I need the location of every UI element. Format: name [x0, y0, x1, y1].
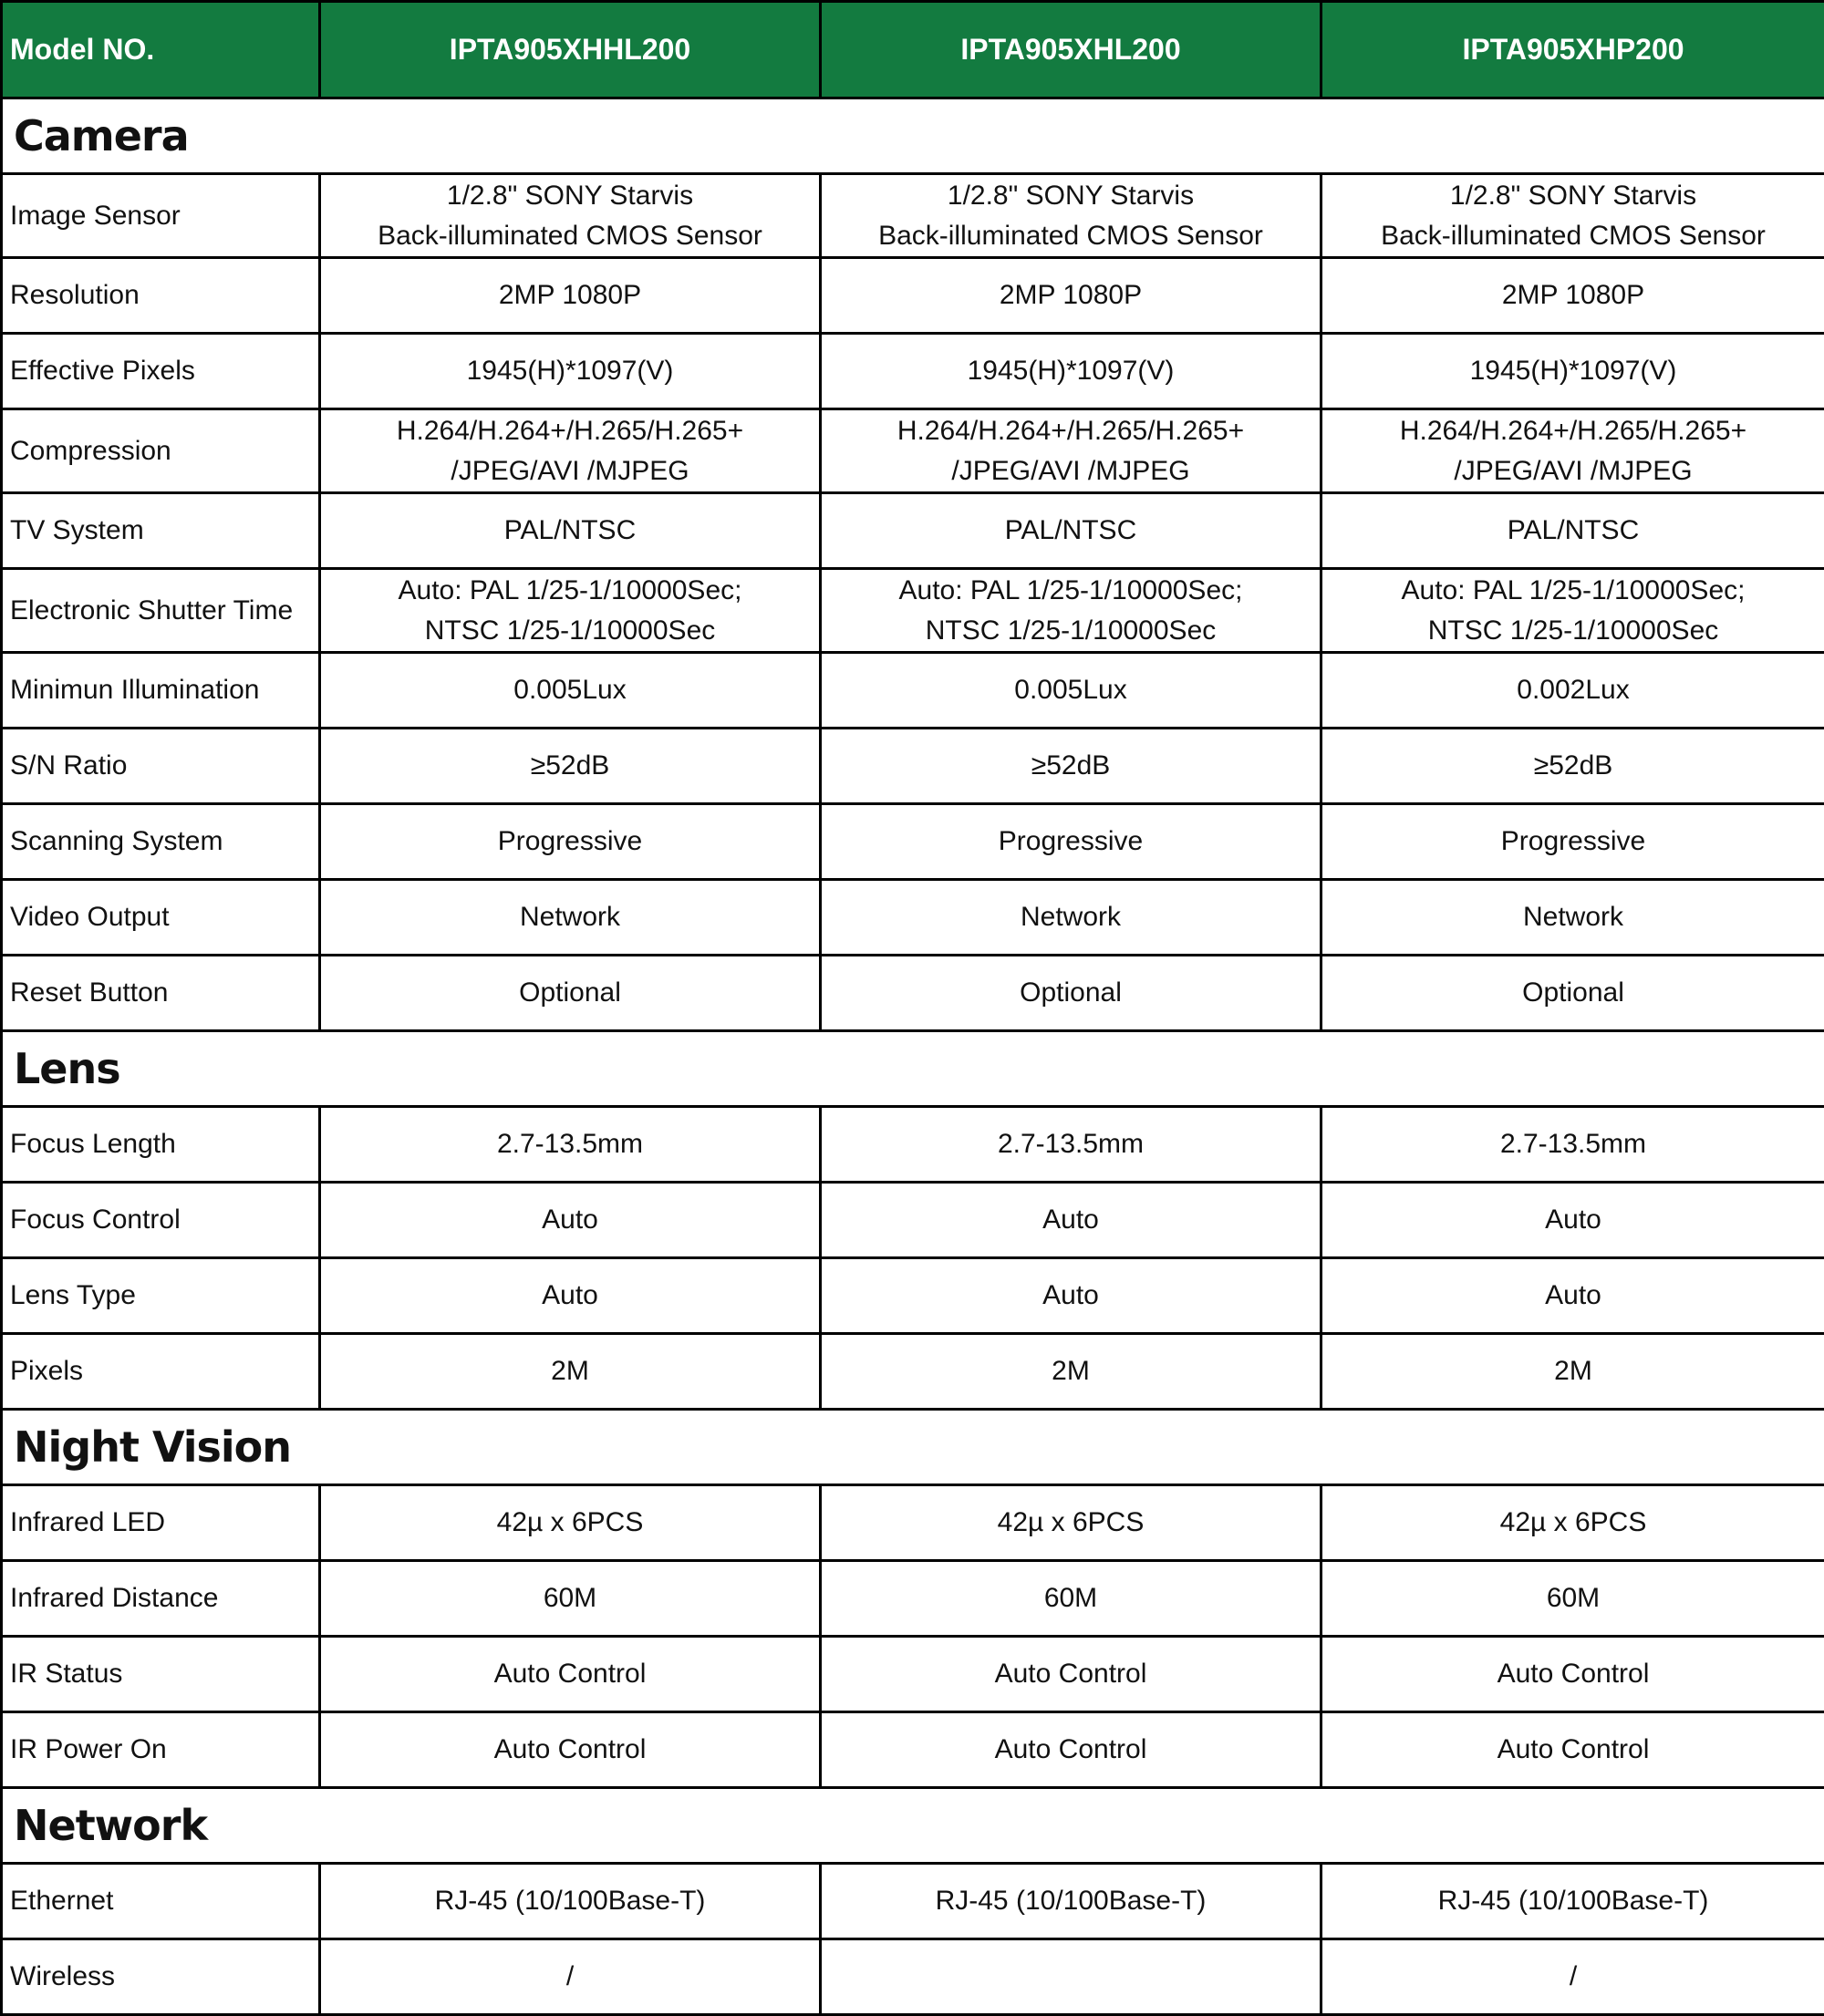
- section-title: Lens: [2, 1031, 1824, 1107]
- spec-value-line: 60M: [822, 1578, 1320, 1618]
- spec-value-line: 2.7-13.5mm: [1322, 1124, 1824, 1164]
- spec-value-line: 1945(H)*1097(V): [822, 351, 1320, 391]
- spec-label: TV System: [2, 493, 320, 569]
- spec-value: [320, 1107, 821, 1183]
- spec-value-line: 2M: [1322, 1351, 1824, 1391]
- spec-value: [1321, 956, 1824, 1031]
- spec-value-line: 42µ x 6PCS: [822, 1503, 1320, 1543]
- spec-label: Minimun Illumination: [2, 653, 320, 729]
- spec-label: Electronic Shutter Time: [2, 569, 320, 653]
- spec-value: [320, 729, 821, 804]
- header-row: [2, 2, 1824, 98]
- spec-value-line: ≥52dB: [1322, 746, 1824, 786]
- spec-value-line: Optional: [1322, 973, 1824, 1013]
- spec-value: [1321, 1258, 1824, 1334]
- spec-value: [821, 174, 1321, 258]
- spec-value-line: 2M: [321, 1351, 819, 1391]
- spec-value: [1321, 1864, 1824, 1939]
- spec-value: [821, 409, 1321, 493]
- spec-value-line: Back-illuminated CMOS Sensor: [321, 216, 819, 256]
- section-row: [2, 1788, 1824, 1864]
- spec-value: [1321, 1712, 1824, 1788]
- spec-value: [1321, 1183, 1824, 1258]
- table-row: [2, 1485, 1824, 1561]
- spec-value-line: Auto: PAL 1/25-1/10000Sec;: [822, 571, 1320, 611]
- spec-value-line: Auto Control: [1322, 1730, 1824, 1770]
- spec-value-line: /: [321, 1957, 819, 1997]
- model-name: IPTA905XHHL200: [320, 2, 821, 98]
- spec-value-line: ≥52dB: [822, 746, 1320, 786]
- section-title: Network: [2, 1788, 1824, 1864]
- spec-value-line: 0.005Lux: [822, 670, 1320, 710]
- spec-value: [1321, 1334, 1824, 1410]
- spec-label: Video Output: [2, 880, 320, 956]
- spec-value-line: NTSC 1/25-1/10000Sec: [321, 611, 819, 651]
- spec-value-line: 42µ x 6PCS: [1322, 1503, 1824, 1543]
- spec-value: [821, 804, 1321, 880]
- spec-body: [2, 98, 1824, 2015]
- spec-value-line: /JPEG/AVI /MJPEG: [822, 451, 1320, 491]
- spec-value: [821, 1183, 1321, 1258]
- spec-value: [821, 880, 1321, 956]
- spec-label: Effective Pixels: [2, 334, 320, 409]
- spec-value: [821, 1712, 1321, 1788]
- spec-value: [1321, 409, 1824, 493]
- spec-value-line: Network: [822, 897, 1320, 937]
- spec-value: [821, 493, 1321, 569]
- section-row: [2, 1031, 1824, 1107]
- spec-value-line: Progressive: [822, 822, 1320, 862]
- spec-value: [821, 334, 1321, 409]
- table-row: [2, 804, 1824, 880]
- spec-value: [1321, 1107, 1824, 1183]
- table-row: [2, 258, 1824, 334]
- spec-value: [1321, 258, 1824, 334]
- spec-label: Focus Length: [2, 1107, 320, 1183]
- spec-label: Scanning System: [2, 804, 320, 880]
- spec-value-line: 1/2.8" SONY Starvis: [321, 176, 819, 216]
- spec-value: [1321, 729, 1824, 804]
- spec-value-line: Back-illuminated CMOS Sensor: [822, 216, 1320, 256]
- spec-value-line: 60M: [1322, 1578, 1824, 1618]
- spec-value: [320, 880, 821, 956]
- spec-value: [320, 1258, 821, 1334]
- spec-value-line: Back-illuminated CMOS Sensor: [1322, 216, 1824, 256]
- spec-value: [1321, 174, 1824, 258]
- spec-value-line: NTSC 1/25-1/10000Sec: [1322, 611, 1824, 651]
- spec-value-line: Progressive: [1322, 822, 1824, 862]
- spec-label: Lens Type: [2, 1258, 320, 1334]
- spec-value-line: 2.7-13.5mm: [321, 1124, 819, 1164]
- spec-value-line: 0.005Lux: [321, 670, 819, 710]
- spec-label: Reset Button: [2, 956, 320, 1031]
- table-row: [2, 493, 1824, 569]
- spec-value: [1321, 653, 1824, 729]
- spec-value-line: 0.002Lux: [1322, 670, 1824, 710]
- spec-label: Resolution: [2, 258, 320, 334]
- table-row: [2, 174, 1824, 258]
- spec-value: [320, 1334, 821, 1410]
- spec-value: [1321, 1939, 1824, 2015]
- spec-value-line: 1945(H)*1097(V): [321, 351, 819, 391]
- spec-value: [821, 956, 1321, 1031]
- spec-value: [320, 956, 821, 1031]
- spec-value-line: 1945(H)*1097(V): [1322, 351, 1824, 391]
- spec-value-line: 42µ x 6PCS: [321, 1503, 819, 1543]
- spec-value: [1321, 880, 1824, 956]
- spec-value: [821, 1939, 1321, 2015]
- spec-value: [821, 1258, 1321, 1334]
- spec-value: [1321, 569, 1824, 653]
- spec-label: IR Status: [2, 1637, 320, 1712]
- table-row: [2, 1637, 1824, 1712]
- table-row: [2, 1939, 1824, 2015]
- spec-value: [320, 1712, 821, 1788]
- model-name: IPTA905XHP200: [1321, 2, 1824, 98]
- spec-label: Infrared Distance: [2, 1561, 320, 1637]
- spec-value-line: ≥52dB: [321, 746, 819, 786]
- spec-value-line: Network: [321, 897, 819, 937]
- spec-value: [320, 1485, 821, 1561]
- spec-value-line: H.264/H.264+/H.265/H.265+: [321, 411, 819, 451]
- spec-value: [320, 409, 821, 493]
- table-row: [2, 1258, 1824, 1334]
- spec-value-line: PAL/NTSC: [822, 511, 1320, 551]
- spec-value-line: Auto Control: [321, 1730, 819, 1770]
- spec-value-line: H.264/H.264+/H.265/H.265+: [822, 411, 1320, 451]
- spec-label: S/N Ratio: [2, 729, 320, 804]
- spec-value-line: /: [1322, 1957, 1824, 1997]
- spec-value: [821, 258, 1321, 334]
- spec-value: [320, 258, 821, 334]
- spec-value-line: Auto: [321, 1276, 819, 1316]
- spec-value: [821, 1107, 1321, 1183]
- spec-value: [320, 569, 821, 653]
- spec-value: [821, 653, 1321, 729]
- spec-value-line: Auto Control: [1322, 1654, 1824, 1694]
- spec-value-line: 2M: [822, 1351, 1320, 1391]
- spec-value-line: Auto Control: [321, 1654, 819, 1694]
- spec-value: [821, 1864, 1321, 1939]
- section-title: Night Vision: [2, 1410, 1824, 1485]
- spec-value-line: /JPEG/AVI /MJPEG: [1322, 451, 1824, 491]
- spec-value: [821, 1485, 1321, 1561]
- spec-value: [320, 1183, 821, 1258]
- spec-label: Pixels: [2, 1334, 320, 1410]
- spec-value-line: H.264/H.264+/H.265/H.265+: [1322, 411, 1824, 451]
- spec-value-line: PAL/NTSC: [321, 511, 819, 551]
- spec-value-line: 2MP 1080P: [1322, 275, 1824, 315]
- spec-value-line: Auto: [321, 1200, 819, 1240]
- section-row: [2, 98, 1824, 174]
- spec-value-line: /JPEG/AVI /MJPEG: [321, 451, 819, 491]
- table-row: [2, 880, 1824, 956]
- spec-value-line: NTSC 1/25-1/10000Sec: [822, 611, 1320, 651]
- spec-value: [320, 1561, 821, 1637]
- spec-value: [821, 729, 1321, 804]
- spec-value-line: 2MP 1080P: [822, 275, 1320, 315]
- spec-value-line: Auto: [822, 1276, 1320, 1316]
- table-row: [2, 334, 1824, 409]
- table-row: [2, 569, 1824, 653]
- spec-value: [320, 804, 821, 880]
- spec-value: [821, 1561, 1321, 1637]
- spec-value: [320, 1864, 821, 1939]
- spec-value-line: Progressive: [321, 822, 819, 862]
- spec-label: Wireless: [2, 1939, 320, 2015]
- model-no-label: Model NO.: [2, 2, 320, 98]
- spec-value: [1321, 493, 1824, 569]
- spec-value-line: RJ-45 (10/100Base-T): [321, 1881, 819, 1921]
- spec-value: [320, 1939, 821, 2015]
- spec-label: Focus Control: [2, 1183, 320, 1258]
- spec-value: [1321, 1561, 1824, 1637]
- spec-value: [320, 653, 821, 729]
- model-name: IPTA905XHL200: [821, 2, 1321, 98]
- spec-value: [320, 174, 821, 258]
- table-row: [2, 729, 1824, 804]
- spec-value-line: 1/2.8" SONY Starvis: [822, 176, 1320, 216]
- spec-value-line: Auto: PAL 1/25-1/10000Sec;: [1322, 571, 1824, 611]
- spec-value-line: RJ-45 (10/100Base-T): [822, 1881, 1320, 1921]
- section-title: Camera: [2, 98, 1824, 174]
- spec-value-line: 1/2.8" SONY Starvis: [1322, 176, 1824, 216]
- table-row: [2, 409, 1824, 493]
- spec-value: [1321, 334, 1824, 409]
- spec-label: Image Sensor: [2, 174, 320, 258]
- spec-value: [821, 1637, 1321, 1712]
- spec-value-line: Optional: [321, 973, 819, 1013]
- spec-value-line: 2.7-13.5mm: [822, 1124, 1320, 1164]
- spec-value-line: 2MP 1080P: [321, 275, 819, 315]
- table-row: [2, 1183, 1824, 1258]
- spec-value-line: Auto: PAL 1/25-1/10000Sec;: [321, 571, 819, 611]
- spec-label: Ethernet: [2, 1864, 320, 1939]
- spec-value: [1321, 1485, 1824, 1561]
- spec-value: [320, 493, 821, 569]
- table-row: [2, 653, 1824, 729]
- table-row: [2, 1864, 1824, 1939]
- spec-value-line: Auto Control: [822, 1654, 1320, 1694]
- spec-value-line: Auto: [822, 1200, 1320, 1240]
- spec-value-line: Network: [1322, 897, 1824, 937]
- spec-value: [320, 334, 821, 409]
- table-row: [2, 1334, 1824, 1410]
- spec-value-line: Auto: [1322, 1200, 1824, 1240]
- spec-value: [821, 1334, 1321, 1410]
- spec-value: [320, 1637, 821, 1712]
- spec-value: [1321, 1637, 1824, 1712]
- spec-value-line: Auto: [1322, 1276, 1824, 1316]
- table-row: [2, 1561, 1824, 1637]
- spec-value-line: PAL/NTSC: [1322, 511, 1824, 551]
- spec-value-line: 60M: [321, 1578, 819, 1618]
- spec-value: [1321, 804, 1824, 880]
- table-row: [2, 1712, 1824, 1788]
- spec-value-line: RJ-45 (10/100Base-T): [1322, 1881, 1824, 1921]
- table-row: [2, 1107, 1824, 1183]
- section-row: [2, 1410, 1824, 1485]
- spec-label: Infrared LED: [2, 1485, 320, 1561]
- spec-value: [821, 569, 1321, 653]
- spec-label: Compression: [2, 409, 320, 493]
- spec-value-line: Auto Control: [822, 1730, 1320, 1770]
- spec-value-line: Optional: [822, 973, 1320, 1013]
- spec-label: IR Power On: [2, 1712, 320, 1788]
- table-row: [2, 956, 1824, 1031]
